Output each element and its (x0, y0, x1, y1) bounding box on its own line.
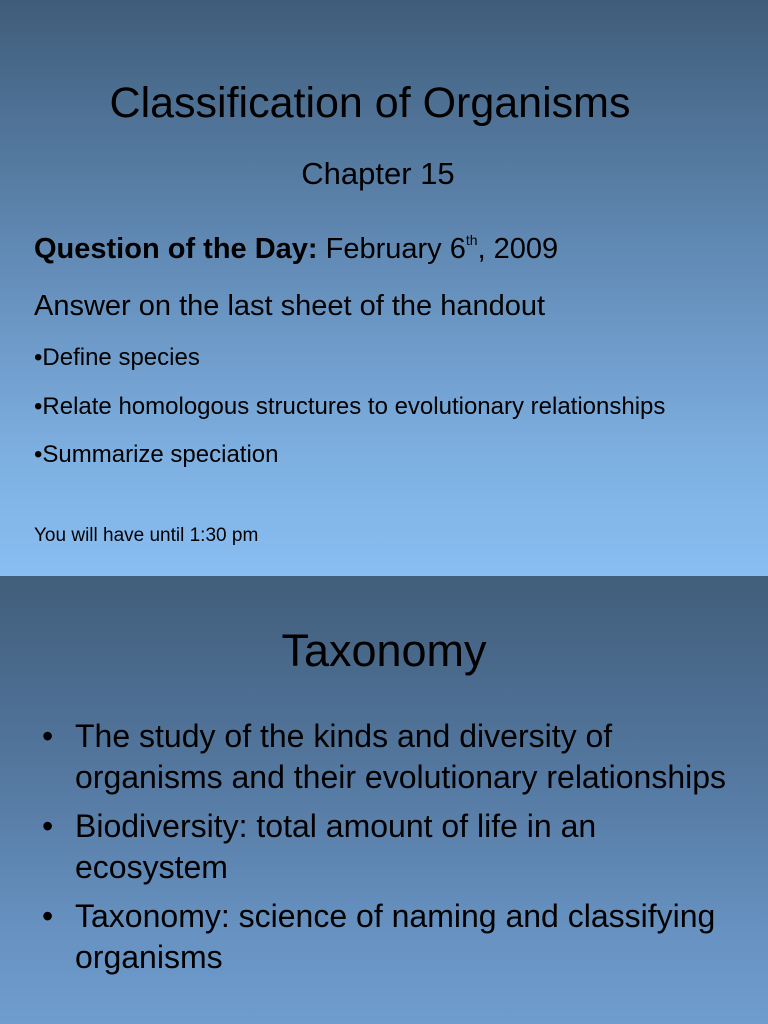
list-item (42, 896, 742, 978)
bullet-speciation: •Summarize speciation (34, 441, 279, 468)
slide-title: Taxonomy (281, 625, 487, 676)
qotd-label: Question of the Day: (34, 233, 318, 265)
bullet-homologous-structures: •Relate homologous structures to evolutionary relationships (34, 393, 666, 420)
bullet-text-study: The study of the kinds and diversity of organisms and their evolutionary relationships (75, 718, 727, 795)
qotd-date-pre: February 6 (317, 233, 466, 265)
deadline-note: You will have until 1:30 pm (34, 525, 259, 546)
bullet-text-taxonomy: Taxonomy: science of naming and classifying organisms (75, 898, 716, 975)
bullet-list (42, 716, 742, 986)
bullet-glyph: • (42, 718, 54, 754)
bullet-glyph: • (42, 898, 54, 934)
slide-taxonomy (0, 576, 768, 1024)
question-of-the-day (34, 232, 558, 270)
qotd-date-sup: th (465, 232, 478, 248)
answer-instruction: Answer on the last sheet of the handout (34, 290, 546, 322)
bullet-define-species: •Define species (34, 344, 200, 371)
bullet-text-biodiversity: Biodiversity: total amount of life in an ecosystem (75, 808, 597, 885)
list-item (42, 716, 742, 798)
list-item (42, 806, 742, 888)
bullet-glyph: • (42, 808, 54, 844)
qotd-date-post: , 2009 (477, 233, 559, 265)
slide-subtitle: Chapter 15 (301, 156, 455, 191)
slide-title: Classification of Organisms (109, 79, 631, 127)
